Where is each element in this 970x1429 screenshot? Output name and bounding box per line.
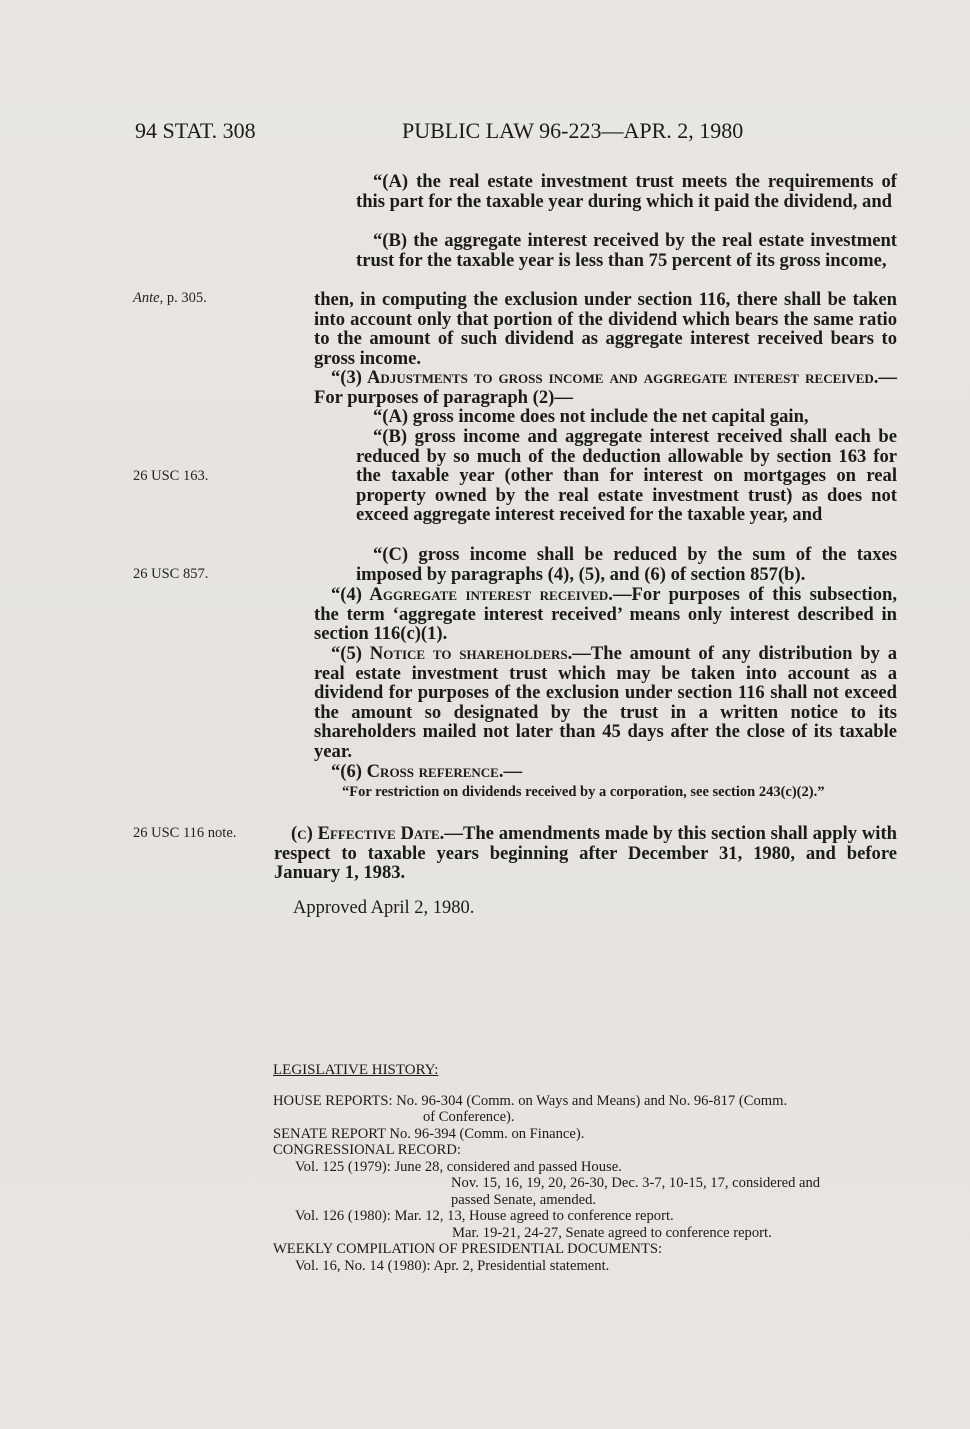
paragraph-5 xyxy=(314,644,897,762)
margin-note-ante xyxy=(133,290,207,307)
weekly-compilation: WEEKLY COMPILATION OF PRESIDENTIAL DOCUMENTS: xyxy=(273,1241,663,1257)
approval-date: Approved April 2, 1980. xyxy=(293,898,475,918)
record-vol125-a: Vol. 125 (1979): June 28, considered and passed House. xyxy=(295,1158,622,1175)
paragraph-c-effective-date xyxy=(274,824,897,883)
congressional-record: CONGRESSIONAL RECORD: xyxy=(273,1142,461,1158)
record-vol125-c: passed Senate, amended. xyxy=(451,1191,597,1208)
page-header xyxy=(130,118,910,152)
paragraph-6-text: — xyxy=(503,761,523,782)
paragraph-c-heading: (c) Effective Date. xyxy=(291,823,445,844)
house-reports: HOUSE REPORTS: No. 96-304 (Comm. on Ways and Means) and No. 96-817 (Comm. xyxy=(273,1092,788,1109)
paragraph-4 xyxy=(314,585,897,644)
paragraph-6-heading: “(6) Cross reference. xyxy=(331,761,504,782)
cross-reference-note: “For restriction on dividends received by a corporation, see section 243(c)(2).” xyxy=(342,784,825,800)
paragraph-6 xyxy=(314,762,897,782)
margin-note-ante-page: p. 305. xyxy=(163,290,207,306)
margin-note-usc163: 26 USC 163. xyxy=(133,468,209,484)
margin-note-usc857: 26 USC 857. xyxy=(133,566,209,582)
record-vol125-b: Nov. 15, 16, 19, 20, 26-30, Dec. 3-7, 10-15, 17, considered and xyxy=(451,1175,821,1191)
stat-page-number: 94 STAT. 308 xyxy=(135,118,256,143)
record-vol126-b: Mar. 19-21, 24-27, Senate agreed to conference report. xyxy=(452,1224,772,1241)
paragraph-3b: “(B) gross income and aggregate interest received shall each be reduced by so much of the deduction allowable by section 163 for the taxable year (other than for interest on mortgages on real property owned by the real estate investment trust) as does not exceed aggregate interest received for the taxable year, and xyxy=(356,426,897,526)
house-reports-cont: of Conference). xyxy=(423,1109,515,1125)
senate-report: SENATE REPORT No. 96-394 (Comm. on Finance). xyxy=(273,1125,585,1142)
paragraph-3-heading: “(3) Adjustments to gross income and aggregate interest received. xyxy=(331,367,879,388)
paragraph-4-heading: “(4) Aggregate interest received. xyxy=(331,584,613,605)
paragraph-3c: “(C) gross income shall be reduced by the sum of the taxes imposed by paragraphs (4), (5), and (6) of section 857(b). xyxy=(356,544,897,585)
paragraph-2b: “(B) the aggregate interest received by the real estate investment trust for the taxable year is less than 75 percent of its gross income, xyxy=(356,230,897,271)
paragraph-5-text: —The amount of any distribution by a real estate investment trust which may be taken into account as a dividend for purposes of the exclusion under section 116 shall not exceed the amount so designated by the trust in a written notice to its shareholders mailed not later than 45 days after the close of its taxable year. xyxy=(314,643,897,762)
legislative-history xyxy=(273,1062,898,1274)
paragraph-5-heading: “(5) Notice to shareholders. xyxy=(331,643,573,664)
weekly-vol16: Vol. 16, No. 14 (1980): Apr. 2, Presidential statement. xyxy=(295,1257,610,1274)
record-vol126-a: Vol. 126 (1980): Mar. 12, 13, House agreed to conference report. xyxy=(295,1208,674,1224)
legislative-history-heading: LEGISLATIVE HISTORY: xyxy=(273,1062,439,1078)
paragraph-then-clause: then, in computing the exclusion under section 116, there shall be taken into account only that portion of the dividend which bears the same ratio to the amount of such dividend as aggregate interest received bears to gross income. xyxy=(314,289,897,369)
paragraph-2a: “(A) the real estate investment trust meets the requirements of this part for the taxable year during which it paid the dividend, and xyxy=(356,171,897,212)
paragraph-3-text: —For purposes of paragraph (2)— xyxy=(314,367,897,408)
margin-note-usc116: 26 USC 116 note. xyxy=(133,825,237,841)
paragraph-c-text: —The amendments made by this section shall apply with respect to taxable years beginning after December 31, 1980, and before January 1, 1983. xyxy=(274,823,897,884)
paragraph-3a: “(A) gross income does not include the net capital gain, xyxy=(373,406,809,427)
margin-note-ante-label: Ante, xyxy=(133,290,164,306)
paragraph-3 xyxy=(314,368,897,407)
paragraph-4-text: —For purposes of this subsection, the term ‘aggregate interest received’ means only interest described in section 116(c)(1). xyxy=(314,584,897,645)
running-title: PUBLIC LAW 96-223—APR. 2, 1980 xyxy=(402,118,744,143)
